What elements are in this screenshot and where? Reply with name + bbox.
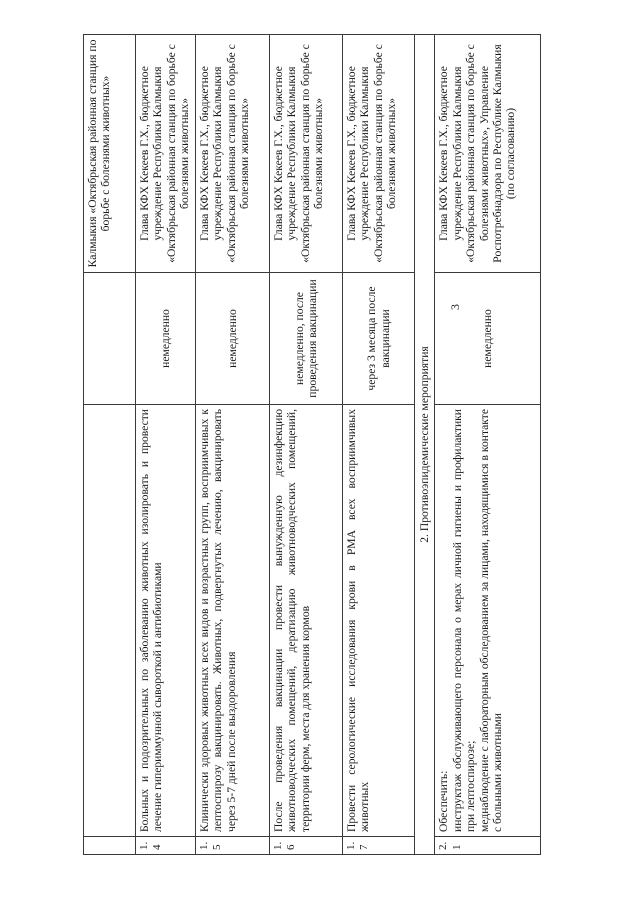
term-cell: через 3 месяца после вакцинации [343,273,415,405]
row-number-cell [84,837,136,855]
term-cell [84,273,136,405]
table-row [435,35,541,855]
measure-text-cell [84,405,136,837]
responsible-cell: Глава КФХ Кекеев Г.Х., бюджетное учреждение Республики Калмыкия «Октябрьская районная станция по борьбе с болезнями животных» [196,35,270,273]
row-number-cell: 1.6 [270,837,343,855]
responsible-cell: Глава КФХ Кекеев Г.Х., бюджетное учреждение Республики Калмыкия «Октябрьская районная станция по борьбе с болезнями животных» [136,35,196,273]
measure-line: инструктаж обслуживающего персонала о мерах личной гигиены и профилактики при лептоспирозе; [450,409,478,832]
measure-text-cell: Провести серологические исследования крови в РМА всех восприимчивых животных [343,405,415,837]
responsible-cell: Глава КФХ Кекеев Г.Х., бюджетное учреждение Республики Калмыкия «Октябрьская районная станция по борьбе с болезнями животных», Управление Роспотребнадзора по Республике Калмыкия (по согласованию) [435,35,541,273]
page-number: 3 [448,304,462,310]
row-number-cell: 2.1 [435,837,541,855]
term-cell: немедленно [196,273,270,405]
measure-text-cell: После проведения вакцинации провести вынужденную дезинфекцию животноводческих помещений, дератизацию животноводческих помещений, территории ферм, места для хранения кормов [270,405,343,837]
measure-text-cell [435,405,541,837]
term-cell: немедленно [136,273,196,405]
measure-line: меднаблюдение с лабораторным обследованием за лицами, находящимися в контакте с больными животными [477,409,505,832]
term-cell: немедленно [435,273,541,405]
row-number-cell: 1.4 [136,837,196,855]
row-number-cell: 1.7 [343,837,415,855]
section-title: 2. Противоэпидемические мероприятия [415,35,435,855]
measure-text-cell: Больных и подозрительных по заболеванию животных изолировать и провести лечение гипериммунной сывороткой и антибиотиками [136,405,196,837]
responsible-cell: Глава КФХ Кекеев Г.Х., бюджетное учреждение Республики Калмыкия «Октябрьская районная станция по борьбе с болезнями животных» [343,35,415,273]
responsible-cell: Глава КФХ Кекеев Г.Х., бюджетное учреждение Республики Калмыкия «Октябрьская районная станция по борьбе с болезнями животных» [270,35,343,273]
table-row [196,35,270,855]
responsible-cell: Калмыкия «Октябрьская районная станция по борьбе с болезнями животных» [84,35,136,273]
measure-text-cell: Клинически здоровых животных всех видов и возрастных групп, восприимчивых к лептоспирозу вакцинировать. Животных, подвергнутых лечению, вакцинировать через 5-7 дней после выздоровления [196,405,270,837]
table-row [270,35,343,855]
measures-table [83,34,541,855]
term-cell: немедленно, после проведения вакцинации [270,273,343,405]
table-row [343,35,415,855]
table-row [84,35,136,855]
section-row [415,35,435,855]
measure-line: Обеспечить: [437,770,451,832]
row-number-cell: 1.5 [196,837,270,855]
table-row [136,35,196,855]
